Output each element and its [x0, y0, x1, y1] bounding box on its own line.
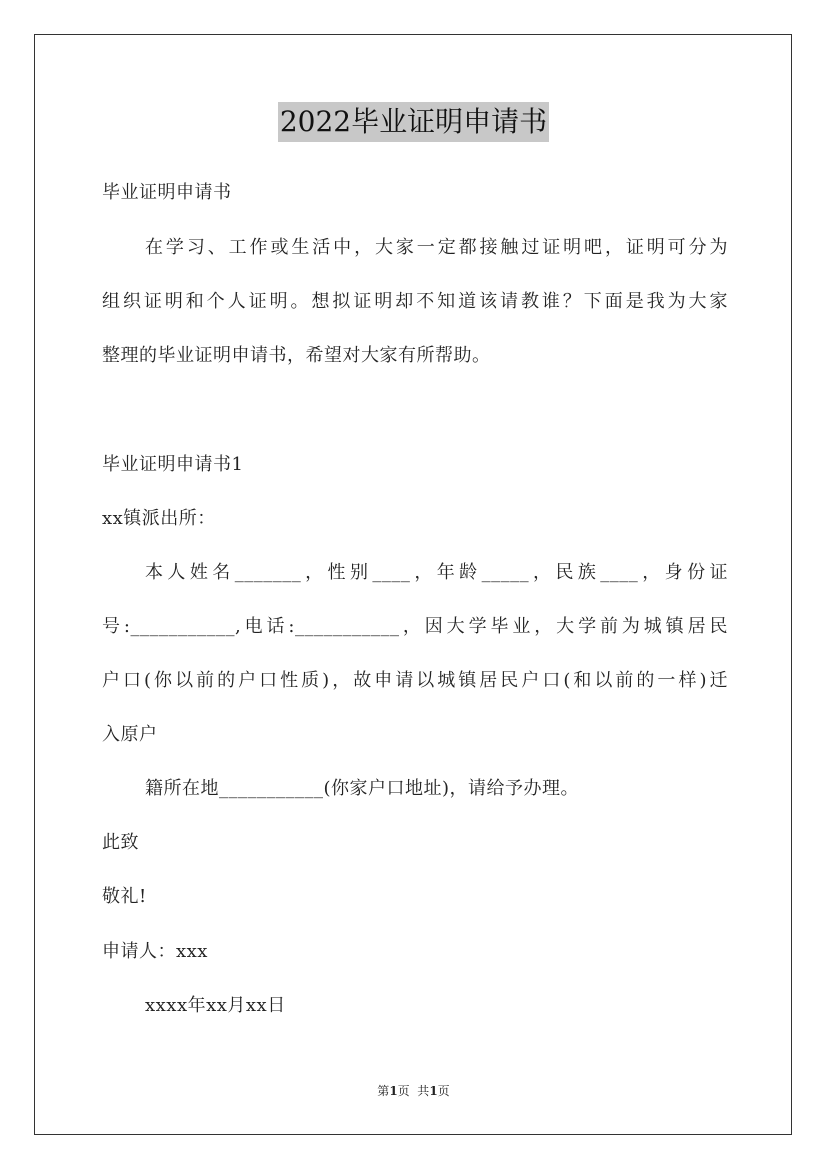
footer-page-total: 1 [429, 1084, 438, 1098]
title-container [0, 102, 827, 142]
intro-line-3: 整理的毕业证明申请书，希望对大家有所帮助。 [102, 345, 491, 366]
closing-regards: 敬礼! [102, 886, 147, 907]
body-line-1: 本人姓名_______，性别____，年龄_____，民族____，身份证 [145, 562, 728, 583]
footer-page-mid: 页 共 [397, 1084, 430, 1098]
footer-page-suffix: 页 [437, 1084, 450, 1098]
body-line-2: 号:___________,电话:___________，因大学毕业，大学前为城镇居民 [102, 616, 728, 637]
body-paragraph-2: 籍所在地___________(你家户口地址)，请给予办理。 [145, 778, 580, 799]
section-heading: 毕业证明申请书1 [102, 454, 244, 475]
intro-line-1: 在学习、工作或生活中，大家一定都接触过证明吧，证明可分为 [145, 237, 728, 258]
footer-page-number: 1 [389, 1084, 398, 1098]
body-line-3: 户口(你以前的户口性质)，故申请以城镇居民户口(和以前的一样)迁 [102, 670, 728, 691]
footer-page-prefix: 第 [377, 1084, 390, 1098]
document-date: xxxx年xx月xx日 [145, 995, 286, 1016]
intro-line-2: 组织证明和个人证明。想拟证明却不知道该请教谁？下面是我为大家 [102, 291, 728, 312]
document-title: 2022毕业证明申请书 [278, 102, 549, 142]
document-subtitle: 毕业证明申请书 [102, 182, 232, 203]
closing-salutation: 此致 [102, 832, 139, 853]
body-line-4: 入原户 [102, 724, 158, 745]
applicant-signature: 申请人：xxx [102, 941, 208, 962]
page-footer [0, 1083, 827, 1099]
addressee: xx镇派出所： [102, 508, 216, 529]
